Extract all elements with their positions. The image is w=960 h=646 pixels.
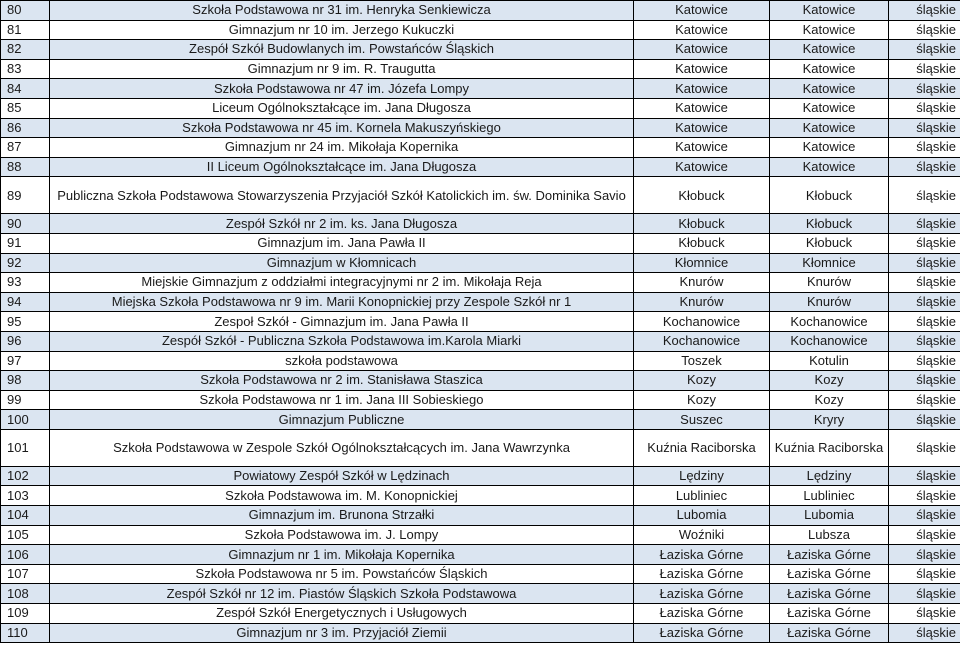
locality-cell: Knurów (770, 292, 889, 312)
locality-cell: Kochanowice (770, 312, 889, 332)
row-number-cell: 97 (1, 351, 50, 371)
voivodeship-cell: śląskie (889, 233, 960, 253)
municipality-cell: Katowice (634, 1, 770, 21)
table-row (1, 312, 960, 332)
voivodeship-cell: śląskie (889, 138, 960, 158)
school-name-cell: Gimnazjum im. Brunona Strzałki (50, 506, 634, 526)
voivodeship-cell: śląskie (889, 466, 960, 486)
municipality-cell: Lubliniec (634, 486, 770, 506)
table-row (1, 351, 960, 371)
school-name-cell: Szkoła Podstawowa nr 45 im. Kornela Makuszyńskiego (50, 118, 634, 138)
locality-cell: Kuźnia Raciborska (770, 429, 889, 466)
voivodeship-cell: śląskie (889, 564, 960, 584)
municipality-cell: Kłobuck (634, 233, 770, 253)
table-row (1, 331, 960, 351)
table-row (1, 118, 960, 138)
locality-cell: Łaziska Górne (770, 584, 889, 604)
voivodeship-cell: śląskie (889, 623, 960, 643)
locality-cell: Katowice (770, 59, 889, 79)
locality-cell: Lubomia (770, 506, 889, 526)
municipality-cell: Knurów (634, 292, 770, 312)
school-name-cell: Gimnazjum nr 9 im. R. Traugutta (50, 59, 634, 79)
row-number-cell: 102 (1, 466, 50, 486)
row-number-cell: 83 (1, 59, 50, 79)
table-row (1, 273, 960, 293)
locality-cell: Kotulin (770, 351, 889, 371)
voivodeship-cell: śląskie (889, 118, 960, 138)
table-row (1, 371, 960, 391)
school-name-cell: Zespół Szkół - Publiczna Szkoła Podstawowa im.Karola Miarki (50, 331, 634, 351)
row-number-cell: 80 (1, 1, 50, 21)
row-number-cell: 104 (1, 506, 50, 526)
locality-cell: Kłobuck (770, 233, 889, 253)
voivodeship-cell: śląskie (889, 40, 960, 60)
table-row (1, 564, 960, 584)
voivodeship-cell: śląskie (889, 273, 960, 293)
voivodeship-cell: śląskie (889, 157, 960, 177)
voivodeship-cell: śląskie (889, 584, 960, 604)
table-row (1, 79, 960, 99)
municipality-cell: Kłobuck (634, 214, 770, 234)
locality-cell: Katowice (770, 138, 889, 158)
voivodeship-cell: śląskie (889, 20, 960, 40)
row-number-cell: 101 (1, 429, 50, 466)
row-number-cell: 95 (1, 312, 50, 332)
table-row (1, 1, 960, 21)
municipality-cell: Kozy (634, 371, 770, 391)
table-row (1, 98, 960, 118)
row-number-cell: 87 (1, 138, 50, 158)
table-row (1, 390, 960, 410)
locality-cell: Kozy (770, 390, 889, 410)
municipality-cell: Lubomia (634, 506, 770, 526)
locality-cell: Katowice (770, 20, 889, 40)
voivodeship-cell: śląskie (889, 331, 960, 351)
locality-cell: Katowice (770, 40, 889, 60)
school-name-cell: Zespół Szkół Energetycznych i Usługowych (50, 604, 634, 624)
locality-cell: Kochanowice (770, 331, 889, 351)
row-number-cell: 84 (1, 79, 50, 99)
school-name-cell: Szkoła Podstawowa im. M. Konopnickiej (50, 486, 634, 506)
voivodeship-cell: śląskie (889, 545, 960, 565)
municipality-cell: Katowice (634, 98, 770, 118)
row-number-cell: 86 (1, 118, 50, 138)
municipality-cell: Kuźnia Raciborska (634, 429, 770, 466)
locality-cell: Kłomnice (770, 253, 889, 273)
row-number-cell: 88 (1, 157, 50, 177)
school-name-cell: Szkoła Podstawowa nr 47 im. Józefa Lompy (50, 79, 634, 99)
table-row (1, 138, 960, 158)
voivodeship-cell: śląskie (889, 604, 960, 624)
locality-cell: Łaziska Górne (770, 623, 889, 643)
school-name-cell: szkoła podstawowa (50, 351, 634, 371)
row-number-cell: 108 (1, 584, 50, 604)
school-name-cell: Miejskie Gimnazjum z oddziałmi integracyjnymi nr 2 im. Mikołaja Reja (50, 273, 634, 293)
voivodeship-cell: śląskie (889, 506, 960, 526)
municipality-cell: Toszek (634, 351, 770, 371)
voivodeship-cell: śląskie (889, 1, 960, 21)
table-row (1, 253, 960, 273)
voivodeship-cell: śląskie (889, 351, 960, 371)
row-number-cell: 94 (1, 292, 50, 312)
municipality-cell: Katowice (634, 138, 770, 158)
school-name-cell: Zespół Szkół nr 2 im. ks. Jana Długosza (50, 214, 634, 234)
row-number-cell: 100 (1, 410, 50, 430)
locality-cell: Knurów (770, 273, 889, 293)
school-name-cell: Powiatowy Zespół Szkół w Lędzinach (50, 466, 634, 486)
voivodeship-cell: śląskie (889, 390, 960, 410)
municipality-cell: Kochanowice (634, 312, 770, 332)
municipality-cell: Katowice (634, 118, 770, 138)
table-row (1, 429, 960, 466)
row-number-cell: 98 (1, 371, 50, 391)
row-number-cell: 109 (1, 604, 50, 624)
municipality-cell: Knurów (634, 273, 770, 293)
row-number-cell: 110 (1, 623, 50, 643)
voivodeship-cell: śląskie (889, 429, 960, 466)
locality-cell: Katowice (770, 157, 889, 177)
locality-cell: Lubsza (770, 525, 889, 545)
row-number-cell: 96 (1, 331, 50, 351)
row-number-cell: 106 (1, 545, 50, 565)
locality-cell: Katowice (770, 1, 889, 21)
table-body (1, 1, 960, 643)
locality-cell: Katowice (770, 118, 889, 138)
voivodeship-cell: śląskie (889, 410, 960, 430)
row-number-cell: 99 (1, 390, 50, 410)
voivodeship-cell: śląskie (889, 525, 960, 545)
municipality-cell: Kłobuck (634, 177, 770, 214)
school-name-cell: II Liceum Ogólnokształcące im. Jana Długosza (50, 157, 634, 177)
voivodeship-cell: śląskie (889, 214, 960, 234)
table-row (1, 506, 960, 526)
municipality-cell: Suszec (634, 410, 770, 430)
row-number-cell: 92 (1, 253, 50, 273)
voivodeship-cell: śląskie (889, 486, 960, 506)
school-name-cell: Gimnazjum nr 1 im. Mikołaja Kopernika (50, 545, 634, 565)
row-number-cell: 90 (1, 214, 50, 234)
row-number-cell: 89 (1, 177, 50, 214)
locality-cell: Katowice (770, 98, 889, 118)
voivodeship-cell: śląskie (889, 79, 960, 99)
municipality-cell: Łaziska Górne (634, 564, 770, 584)
school-name-cell: Gimnazjum im. Jana Pawła II (50, 233, 634, 253)
locality-cell: Kozy (770, 371, 889, 391)
table-row (1, 525, 960, 545)
locality-cell: Łaziska Górne (770, 604, 889, 624)
voivodeship-cell: śląskie (889, 59, 960, 79)
municipality-cell: Katowice (634, 157, 770, 177)
municipality-cell: Łaziska Górne (634, 545, 770, 565)
voivodeship-cell: śląskie (889, 312, 960, 332)
voivodeship-cell: śląskie (889, 292, 960, 312)
locality-cell: Łaziska Górne (770, 545, 889, 565)
municipality-cell: Katowice (634, 20, 770, 40)
school-name-cell: Zespół Szkół nr 12 im. Piastów Śląskich Szkoła Podstawowa (50, 584, 634, 604)
table-row (1, 157, 960, 177)
school-name-cell: Szkoła Podstawowa w Zespole Szkół Ogólnokształcących im. Jana Wawrzynka (50, 429, 634, 466)
school-name-cell: Gimnazjum nr 24 im. Mikołaja Kopernika (50, 138, 634, 158)
row-number-cell: 107 (1, 564, 50, 584)
table-row (1, 292, 960, 312)
table-row (1, 623, 960, 643)
table-row (1, 466, 960, 486)
school-name-cell: Gimnazjum w Kłomnicach (50, 253, 634, 273)
municipality-cell: Katowice (634, 40, 770, 60)
locality-cell: Kłobuck (770, 177, 889, 214)
municipality-cell: Kozy (634, 390, 770, 410)
municipality-cell: Lędziny (634, 466, 770, 486)
voivodeship-cell: śląskie (889, 371, 960, 391)
school-name-cell: Zespół Szkół Budowlanych im. Powstańców Śląskich (50, 40, 634, 60)
locality-cell: Kryry (770, 410, 889, 430)
school-name-cell: Gimnazjum nr 3 im. Przyjaciół Ziemii (50, 623, 634, 643)
table-row (1, 410, 960, 430)
table-row (1, 177, 960, 214)
locality-cell: Katowice (770, 79, 889, 99)
table-row (1, 486, 960, 506)
locality-cell: Kłobuck (770, 214, 889, 234)
row-number-cell: 81 (1, 20, 50, 40)
school-name-cell: Liceum Ogólnokształcące im. Jana Długosza (50, 98, 634, 118)
row-number-cell: 82 (1, 40, 50, 60)
table-row (1, 545, 960, 565)
school-name-cell: Gimnazjum nr 10 im. Jerzego Kukuczki (50, 20, 634, 40)
voivodeship-cell: śląskie (889, 98, 960, 118)
locality-cell: Lubliniec (770, 486, 889, 506)
table-row (1, 214, 960, 234)
row-number-cell: 91 (1, 233, 50, 253)
school-name-cell: Szkoła Podstawowa nr 1 im. Jana III Sobieskiego (50, 390, 634, 410)
row-number-cell: 103 (1, 486, 50, 506)
locality-cell: Łaziska Górne (770, 564, 889, 584)
voivodeship-cell: śląskie (889, 177, 960, 214)
school-name-cell: Zespoł Szkół - Gimnazjum im. Jana Pawła II (50, 312, 634, 332)
row-number-cell: 105 (1, 525, 50, 545)
table-row (1, 59, 960, 79)
municipality-cell: Woźniki (634, 525, 770, 545)
municipality-cell: Katowice (634, 79, 770, 99)
table-row (1, 20, 960, 40)
table-row (1, 40, 960, 60)
voivodeship-cell: śląskie (889, 253, 960, 273)
municipality-cell: Łaziska Górne (634, 623, 770, 643)
table-row (1, 233, 960, 253)
row-number-cell: 85 (1, 98, 50, 118)
row-number-cell: 93 (1, 273, 50, 293)
municipality-cell: Kłomnice (634, 253, 770, 273)
municipality-cell: Łaziska Górne (634, 584, 770, 604)
school-name-cell: Szkoła Podstawowa nr 5 im. Powstańców Śląskich (50, 564, 634, 584)
municipality-cell: Kochanowice (634, 331, 770, 351)
school-name-cell: Publiczna Szkoła Podstawowa Stowarzyszenia Przyjaciół Szkół Katolickich im. św. Dominika Savio (50, 177, 634, 214)
school-name-cell: Szkoła Podstawowa im. J. Lompy (50, 525, 634, 545)
table-row (1, 604, 960, 624)
school-name-cell: Szkoła Podstawowa nr 31 im. Henryka Senkiewicza (50, 1, 634, 21)
locality-cell: Lędziny (770, 466, 889, 486)
school-name-cell: Szkoła Podstawowa nr 2 im. Stanisława Staszica (50, 371, 634, 391)
school-name-cell: Miejska Szkoła Podstawowa nr 9 im. Marii Konopnickiej przy Zespole Szkół nr 1 (50, 292, 634, 312)
municipality-cell: Łaziska Górne (634, 604, 770, 624)
municipality-cell: Katowice (634, 59, 770, 79)
school-name-cell: Gimnazjum Publiczne (50, 410, 634, 430)
table-row (1, 584, 960, 604)
